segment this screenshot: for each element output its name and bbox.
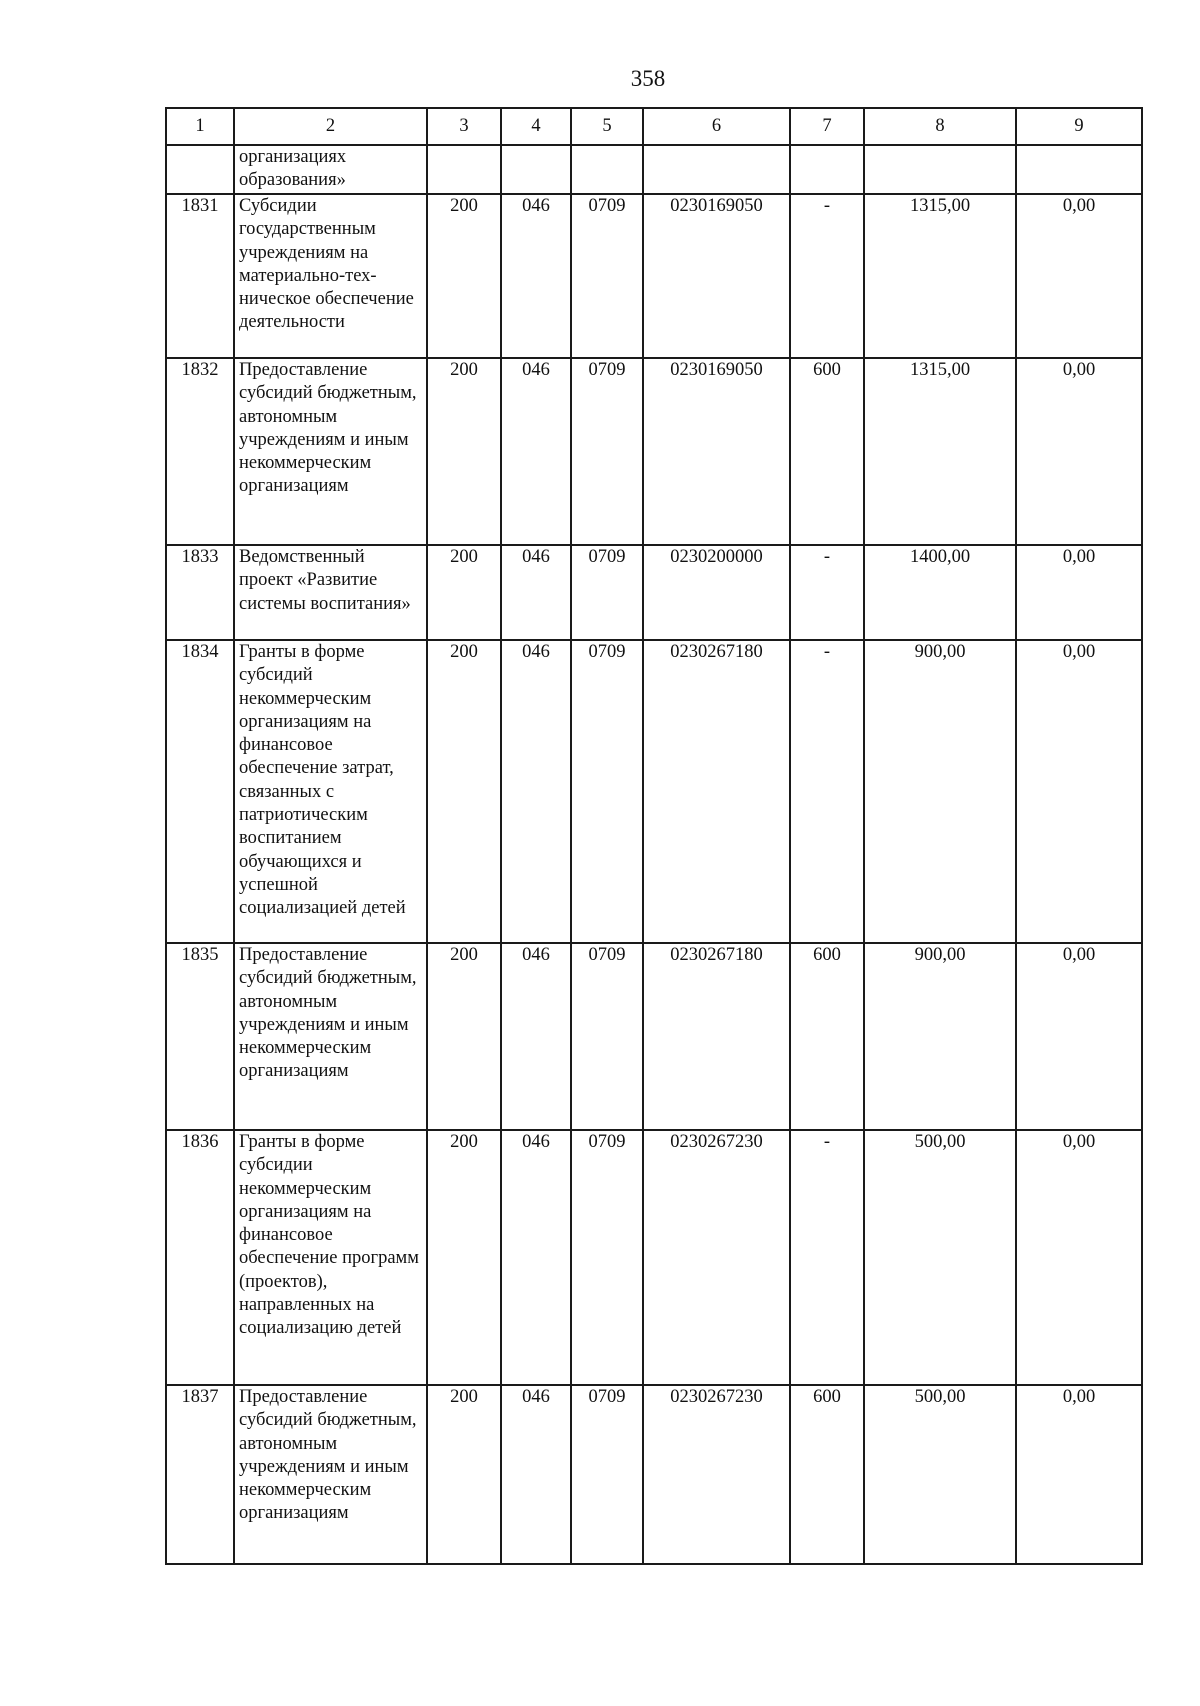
table-cell: 0230267180 xyxy=(643,640,790,943)
table-cell: - xyxy=(790,194,864,358)
column-header: 6 xyxy=(643,108,790,145)
row-number-cell: 1831 xyxy=(166,194,234,358)
row-number-cell: 1832 xyxy=(166,358,234,545)
table-row xyxy=(166,1385,1142,1564)
table-row xyxy=(166,1130,1142,1385)
table-cell: 0709 xyxy=(571,640,643,943)
table-cell: 200 xyxy=(427,1130,501,1385)
table-cell: 900,00 xyxy=(864,640,1016,943)
table-cell: - xyxy=(790,640,864,943)
row-number-cell: 1833 xyxy=(166,545,234,640)
table-cell: 0230267230 xyxy=(643,1385,790,1564)
table-cell: 0,00 xyxy=(1016,545,1142,640)
table-cell: 600 xyxy=(790,1385,864,1564)
table-cell xyxy=(427,145,501,194)
table-cell: 046 xyxy=(501,545,571,640)
table-cell: 046 xyxy=(501,1385,571,1564)
column-header: 2 xyxy=(234,108,427,145)
column-header: 3 xyxy=(427,108,501,145)
row-name-cell: Гранты в форме субсидии некоммерческим организациям на финансовое обеспечение программ (проектов), направленных на социализацию детей xyxy=(234,1130,427,1385)
row-number-cell: 1834 xyxy=(166,640,234,943)
budget-table xyxy=(165,107,1143,1565)
row-number-cell: 1835 xyxy=(166,943,234,1130)
row-name-cell: Предоставление субсидий бюджетным, автономным учреждениям и иным некоммерческим организациям xyxy=(234,358,427,545)
table-cell: 0709 xyxy=(571,194,643,358)
table-cell: 0230267180 xyxy=(643,943,790,1130)
table-cell: 0230169050 xyxy=(643,358,790,545)
table-cell: 200 xyxy=(427,545,501,640)
table-row xyxy=(166,194,1142,358)
table-cell: 0709 xyxy=(571,1130,643,1385)
row-name-cell: Гранты в форме субсидий некоммерческим организациям на финансовое обеспечение затрат, связанных с патриотическим воспитанием обучающихся и успешной социализацией детей xyxy=(234,640,427,943)
column-header: 7 xyxy=(790,108,864,145)
table-cell: 1315,00 xyxy=(864,194,1016,358)
table-cell: 500,00 xyxy=(864,1385,1016,1564)
table-cell: 1400,00 xyxy=(864,545,1016,640)
table-cell xyxy=(501,145,571,194)
row-name-cell: Предоставление субсидий бюджетным, автономным учреждениям и иным некоммерческим организациям xyxy=(234,943,427,1130)
row-name-cell: Субсидии государственным учреждениям на материально-тех-ническое обеспечение деятельности xyxy=(234,194,427,358)
table-cell: 900,00 xyxy=(864,943,1016,1130)
table-cell: 500,00 xyxy=(864,1130,1016,1385)
table-cell: 1315,00 xyxy=(864,358,1016,545)
row-name-cell: организациях образования» xyxy=(234,145,427,194)
table-cell: 0709 xyxy=(571,943,643,1130)
table-cell: - xyxy=(790,1130,864,1385)
table-cell: 600 xyxy=(790,943,864,1130)
table-cell: 0,00 xyxy=(1016,194,1142,358)
table-cell: 046 xyxy=(501,943,571,1130)
row-number-cell xyxy=(166,145,234,194)
table-row xyxy=(166,640,1142,943)
table-cell xyxy=(643,145,790,194)
table-row-continuation xyxy=(166,145,1142,194)
table-cell: 200 xyxy=(427,1385,501,1564)
table-cell: 046 xyxy=(501,640,571,943)
row-number-cell: 1837 xyxy=(166,1385,234,1564)
table-cell: 200 xyxy=(427,943,501,1130)
column-header: 1 xyxy=(166,108,234,145)
column-header: 5 xyxy=(571,108,643,145)
row-name-cell: Предоставление субсидий бюджетным, автономным учреждениям и иным некоммерческим организациям xyxy=(234,1385,427,1564)
page-number: 358 xyxy=(630,66,666,91)
table-cell: 200 xyxy=(427,640,501,943)
table-cell: 0230169050 xyxy=(643,194,790,358)
table-row xyxy=(166,545,1142,640)
table-cell xyxy=(864,145,1016,194)
table-row xyxy=(166,358,1142,545)
column-header: 9 xyxy=(1016,108,1142,145)
table-row xyxy=(166,943,1142,1130)
table-cell: 0230200000 xyxy=(643,545,790,640)
table-cell: 0709 xyxy=(571,358,643,545)
table-cell: 0,00 xyxy=(1016,943,1142,1130)
table-cell: 200 xyxy=(427,358,501,545)
table-cell: 0230267230 xyxy=(643,1130,790,1385)
table-cell: 046 xyxy=(501,358,571,545)
table-cell: 0,00 xyxy=(1016,358,1142,545)
table-cell: 0709 xyxy=(571,545,643,640)
table-cell: 0,00 xyxy=(1016,1130,1142,1385)
column-header: 8 xyxy=(864,108,1016,145)
table-cell xyxy=(1016,145,1142,194)
row-name-cell: Ведомственный проект «Развитие системы воспитания» xyxy=(234,545,427,640)
table-cell xyxy=(790,145,864,194)
table-cell: 600 xyxy=(790,358,864,545)
row-number-cell: 1836 xyxy=(166,1130,234,1385)
table-cell: 0,00 xyxy=(1016,640,1142,943)
table-cell: - xyxy=(790,545,864,640)
table-header-row xyxy=(166,108,1142,145)
table-cell xyxy=(571,145,643,194)
table-cell: 046 xyxy=(501,194,571,358)
column-header: 4 xyxy=(501,108,571,145)
table-cell: 046 xyxy=(501,1130,571,1385)
table-cell: 0,00 xyxy=(1016,1385,1142,1564)
table-cell: 200 xyxy=(427,194,501,358)
table-cell: 0709 xyxy=(571,1385,643,1564)
